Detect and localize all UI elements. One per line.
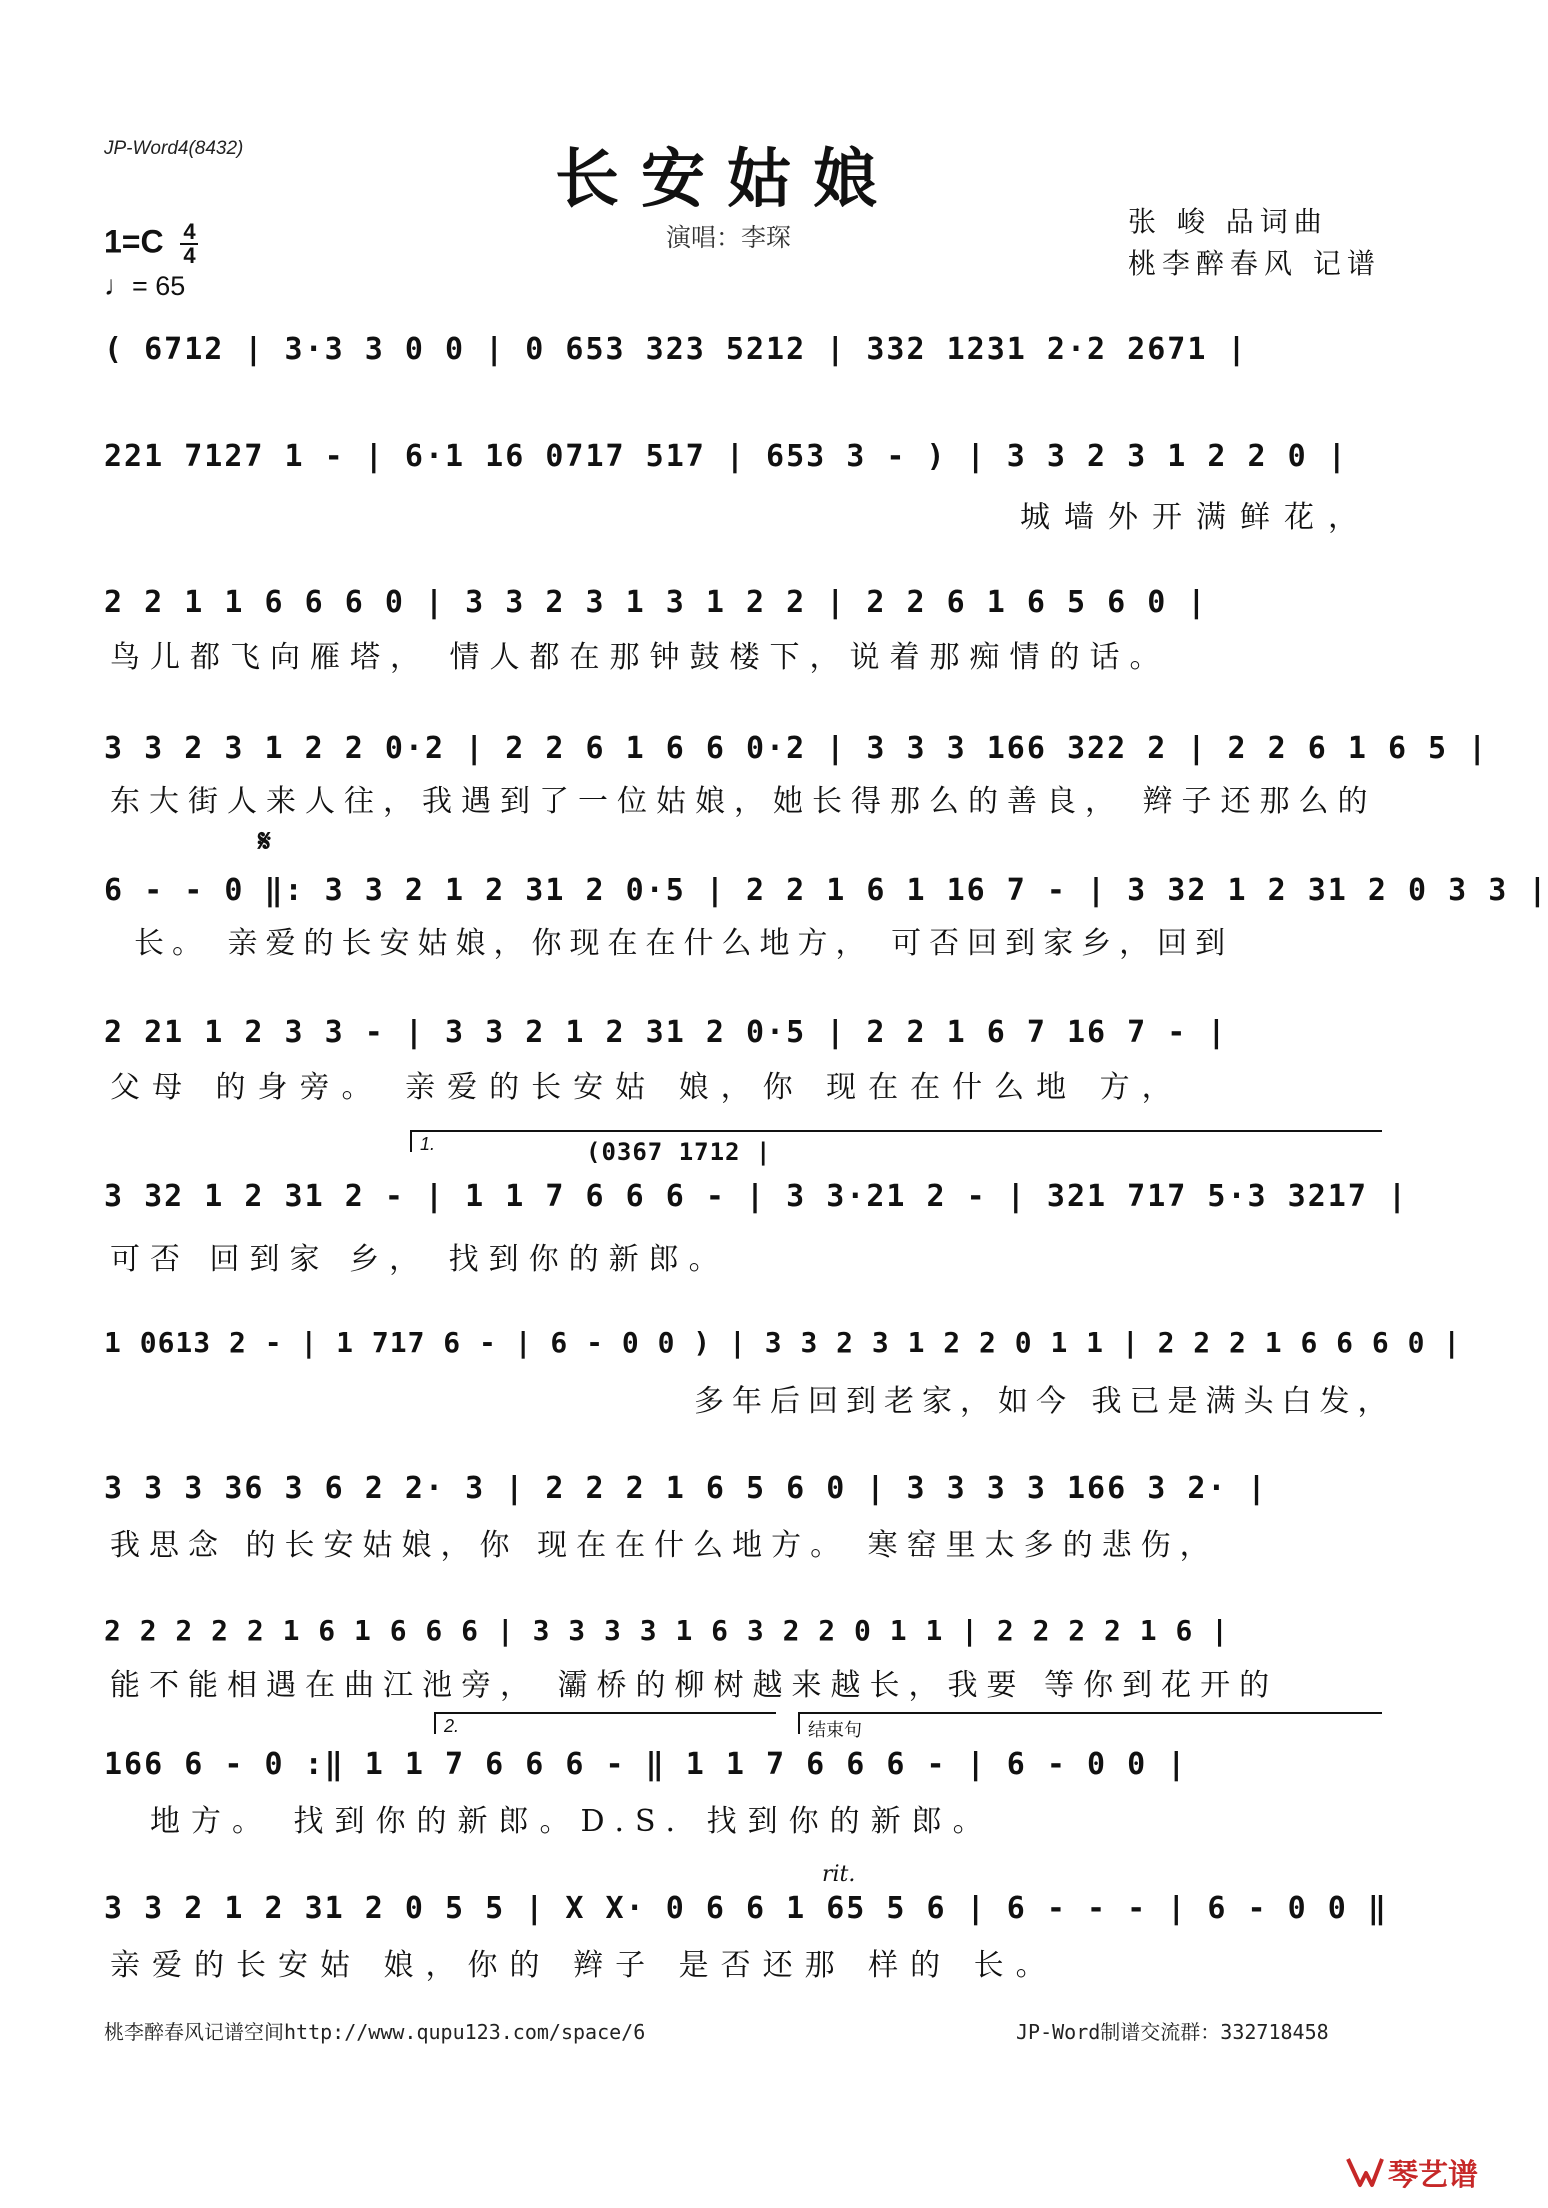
score-line-4-lyrics: 东大街人来人往，我遇到了一位姑娘，她长得那么的善良， 辫子还那么的 — [110, 784, 1377, 819]
score-line-3-lyrics: 鸟儿都飞向雁塔， 情人都在那钟鼓楼下，说着那痴情的话。 — [110, 640, 1170, 675]
volta-ending-phrase — [798, 1712, 1382, 1740]
segno-sign: 𝄋 — [258, 824, 271, 859]
footer-right: JP-Word制谱交流群：332718458 — [1016, 2020, 1329, 2044]
footer-left: 桃李醉春风记谱空间http://www.qupu123.com/space/6 — [104, 2020, 646, 2044]
time-signature-top: 4 — [183, 219, 196, 244]
key-signature — [104, 219, 198, 268]
ritardando-marking: rit. — [822, 1862, 856, 1887]
score-line-1-notes: ( 6712 | 3·3 3 0 0 | 0 653 323 5212 | 332 1231 2·2 2671 | — [104, 332, 1248, 367]
qinyipu-logo — [1346, 2150, 1478, 2194]
logo-text: 琴艺谱 — [1388, 2158, 1478, 2193]
software-tag: JP-Word4(8432) — [104, 138, 244, 159]
volta-first-ending — [410, 1130, 1382, 1152]
score-line-10-notes: 2 2 2 2 2 1 6 1 6 6 6 | 3 3 3 3 1 6 3 2 2 0 1 1 | 2 2 2 2 1 6 | — [104, 1614, 1230, 1647]
score-line-2-notes: 221 7127 1 - | 6·1 16 0717 517 | 653 3 - ) | 3 3 2 3 1 2 2 0 | — [104, 439, 1348, 474]
score-line-11-lyrics: 地方。 找到你的新郎。D.S. 找到你的新郎。 — [150, 1804, 994, 1839]
composer-credit: 张 峻 品词曲 — [1128, 205, 1328, 238]
score-line-10-lyrics: 能不能相遇在曲江池旁， 灞桥的柳树越来越长，我要 等你到花开的 — [110, 1668, 1279, 1703]
score-line-5-lyrics: 长。 亲爱的长安姑娘，你现在在什么地方， 可否回到家乡，回到 — [134, 926, 1234, 961]
score-line-8-lyrics: 多年后回到老家，如今 我已是满头白发， — [694, 1384, 1396, 1419]
singer-label: 演唱：李琛 — [666, 223, 792, 252]
key-label: 1=C — [104, 223, 164, 260]
quarter-note-icon: ♩ — [104, 270, 132, 301]
time-signature-bottom: 4 — [183, 243, 196, 268]
page-title: 长安姑娘 — [555, 142, 899, 217]
volta-second-label: 2. — [444, 1716, 460, 1736]
score-line-5-notes: 6 - - 0 ‖: 3 3 2 1 2 31 2 0·5 | 2 2 1 6 1 16 7 - | 3 32 1 2 31 2 0 3 3 | — [104, 873, 1548, 908]
tempo-marking — [104, 270, 185, 302]
transcriber-credit: 桃李醉春风 记谱 — [1128, 247, 1381, 280]
score-line-12-lyrics: 亲爱的长安姑 娘，你的 辫子 是否还那 样的 长。 — [110, 1948, 1058, 1983]
score-line-2-lyrics: 城墙外开满鲜花， — [1020, 500, 1372, 535]
score-line-4-notes: 3 3 2 3 1 2 2 0·2 | 2 2 6 1 6 6 0·2 | 3 3 3 166 322 2 | 2 2 6 1 6 5 | — [104, 731, 1489, 766]
score-line-11-notes: 166 6 - 0 :‖ 1 1 7 6 6 6 - ‖ 1 1 7 6 6 6 - | 6 - 0 0 | — [104, 1747, 1188, 1782]
ending-phrase-label: 结束句 — [808, 1720, 862, 1740]
volta-second-ending — [434, 1712, 776, 1734]
score-line-12-notes: 3 3 2 1 2 31 2 0 5 5 | X X· 0 6 6 1 65 5 6 | 6 - - - | 6 - 0 0 ‖ — [104, 1891, 1388, 1926]
score-line-7-lyrics: 可否 回到家 乡， 找到你的新郎。 — [110, 1242, 729, 1277]
score-line-6-lyrics: 父母 的身旁。 亲爱的长安姑 娘，你 现在在什么地 方， — [110, 1070, 1184, 1105]
score-line-8-notes: 1 0613 2 - | 1 717 6 - | 6 - 0 0 ) | 3 3 2 3 1 2 2 0 1 1 | 2 2 2 1 6 6 6 0 | — [104, 1326, 1462, 1359]
score-line-6-notes: 2 21 1 2 3 3 - | 3 3 2 1 2 31 2 0·5 | 2 2 1 6 7 16 7 - | — [104, 1015, 1228, 1050]
interlude-notes: (0367 1712 | — [586, 1138, 772, 1166]
score-line-7-notes: 3 32 1 2 31 2 - | 1 1 7 6 6 6 - | 3 3·21 2 - | 321 717 5·3 3217 | — [104, 1179, 1408, 1214]
score-line-9-lyrics: 我思念 的长安姑娘，你 现在在什么地方。 寒窑里太多的悲伤， — [110, 1528, 1219, 1563]
score-line-3-notes: 2 2 1 1 6 6 6 0 | 3 3 2 3 1 3 1 2 2 | 2 2 6 1 6 5 6 0 | — [104, 585, 1208, 620]
tempo-value: = 65 — [132, 271, 186, 301]
qinyipu-logo-icon — [1346, 2155, 1384, 2189]
volta-first-label: 1. — [420, 1134, 436, 1154]
time-signature — [180, 219, 198, 268]
score-line-9-notes: 3 3 3 36 3 6 2 2· 3 | 2 2 2 1 6 5 6 0 | 3 3 3 3 166 3 2· | — [104, 1471, 1268, 1506]
